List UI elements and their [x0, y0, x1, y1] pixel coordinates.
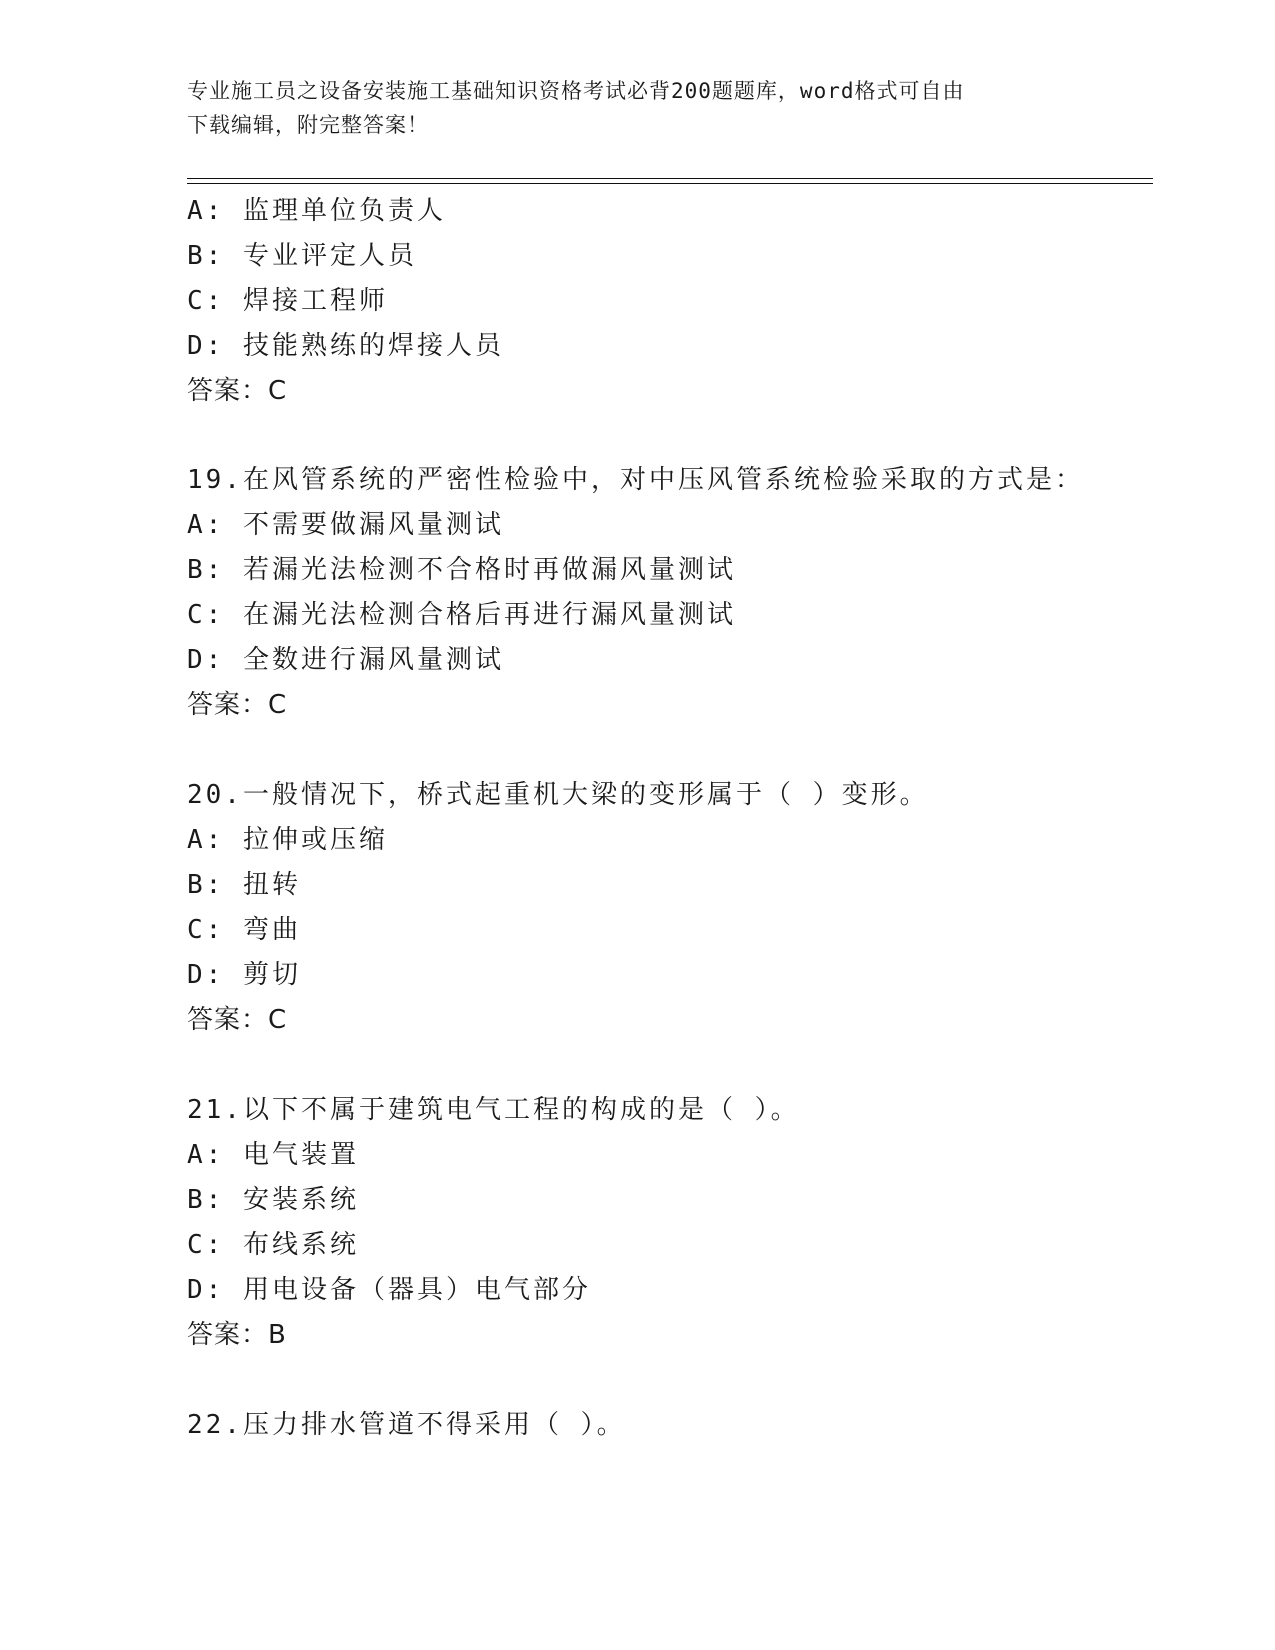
q21-option-a: A: 电气装置 — [187, 1140, 359, 1170]
q20-stem: 20.一般情况下，桥式起重机大梁的变形属于（ ）变形。 — [187, 780, 929, 810]
header-divider-bottom — [187, 183, 1153, 184]
document-header — [187, 74, 1067, 142]
q19-stem: 19.在风管系统的严密性检验中，对中压风管系统检验采取的方式是： — [187, 465, 1084, 495]
q20-option-c: C: 弯曲 — [187, 915, 301, 945]
q21-option-c: C: 布线系统 — [187, 1230, 359, 1260]
q19-answer: 答案：C — [187, 690, 288, 720]
q18-answer: 答案：C — [187, 376, 288, 406]
q20-answer: 答案：C — [187, 1005, 288, 1035]
q18-option-c: C: 焊接工程师 — [187, 286, 388, 316]
header-title-line-2: 下载编辑，附完整答案！ — [187, 113, 429, 137]
q20-option-d: D: 剪切 — [187, 960, 301, 990]
q18-option-a: A: 监理单位负责人 — [187, 196, 446, 226]
q21-option-b: B: 安装系统 — [187, 1185, 359, 1215]
q21-stem: 21.以下不属于建筑电气工程的构成的是（ ）。 — [187, 1095, 800, 1125]
q19-option-d: D: 全数进行漏风量测试 — [187, 645, 504, 675]
q22-stem: 22.压力排水管道不得采用（ ）。 — [187, 1410, 626, 1440]
q19-option-a: A: 不需要做漏风量测试 — [187, 510, 504, 540]
q21-option-d: D: 用电设备（器具）电气部分 — [187, 1275, 591, 1305]
q20-option-a: A: 拉伸或压缩 — [187, 825, 388, 855]
q18-option-d: D: 技能熟练的焊接人员 — [187, 331, 504, 361]
q19-option-c: C: 在漏光法检测合格后再进行漏风量测试 — [187, 600, 736, 630]
q18-option-b: B: 专业评定人员 — [187, 241, 417, 271]
header-divider-top — [187, 178, 1153, 179]
q21-answer: 答案：B — [187, 1320, 287, 1350]
q19-option-b: B: 若漏光法检测不合格时再做漏风量测试 — [187, 555, 736, 585]
q20-option-b: B: 扭转 — [187, 870, 301, 900]
header-title-line-1: 专业施工员之设备安装施工基础知识资格考试必背200题题库，word格式可自由 — [187, 79, 965, 103]
